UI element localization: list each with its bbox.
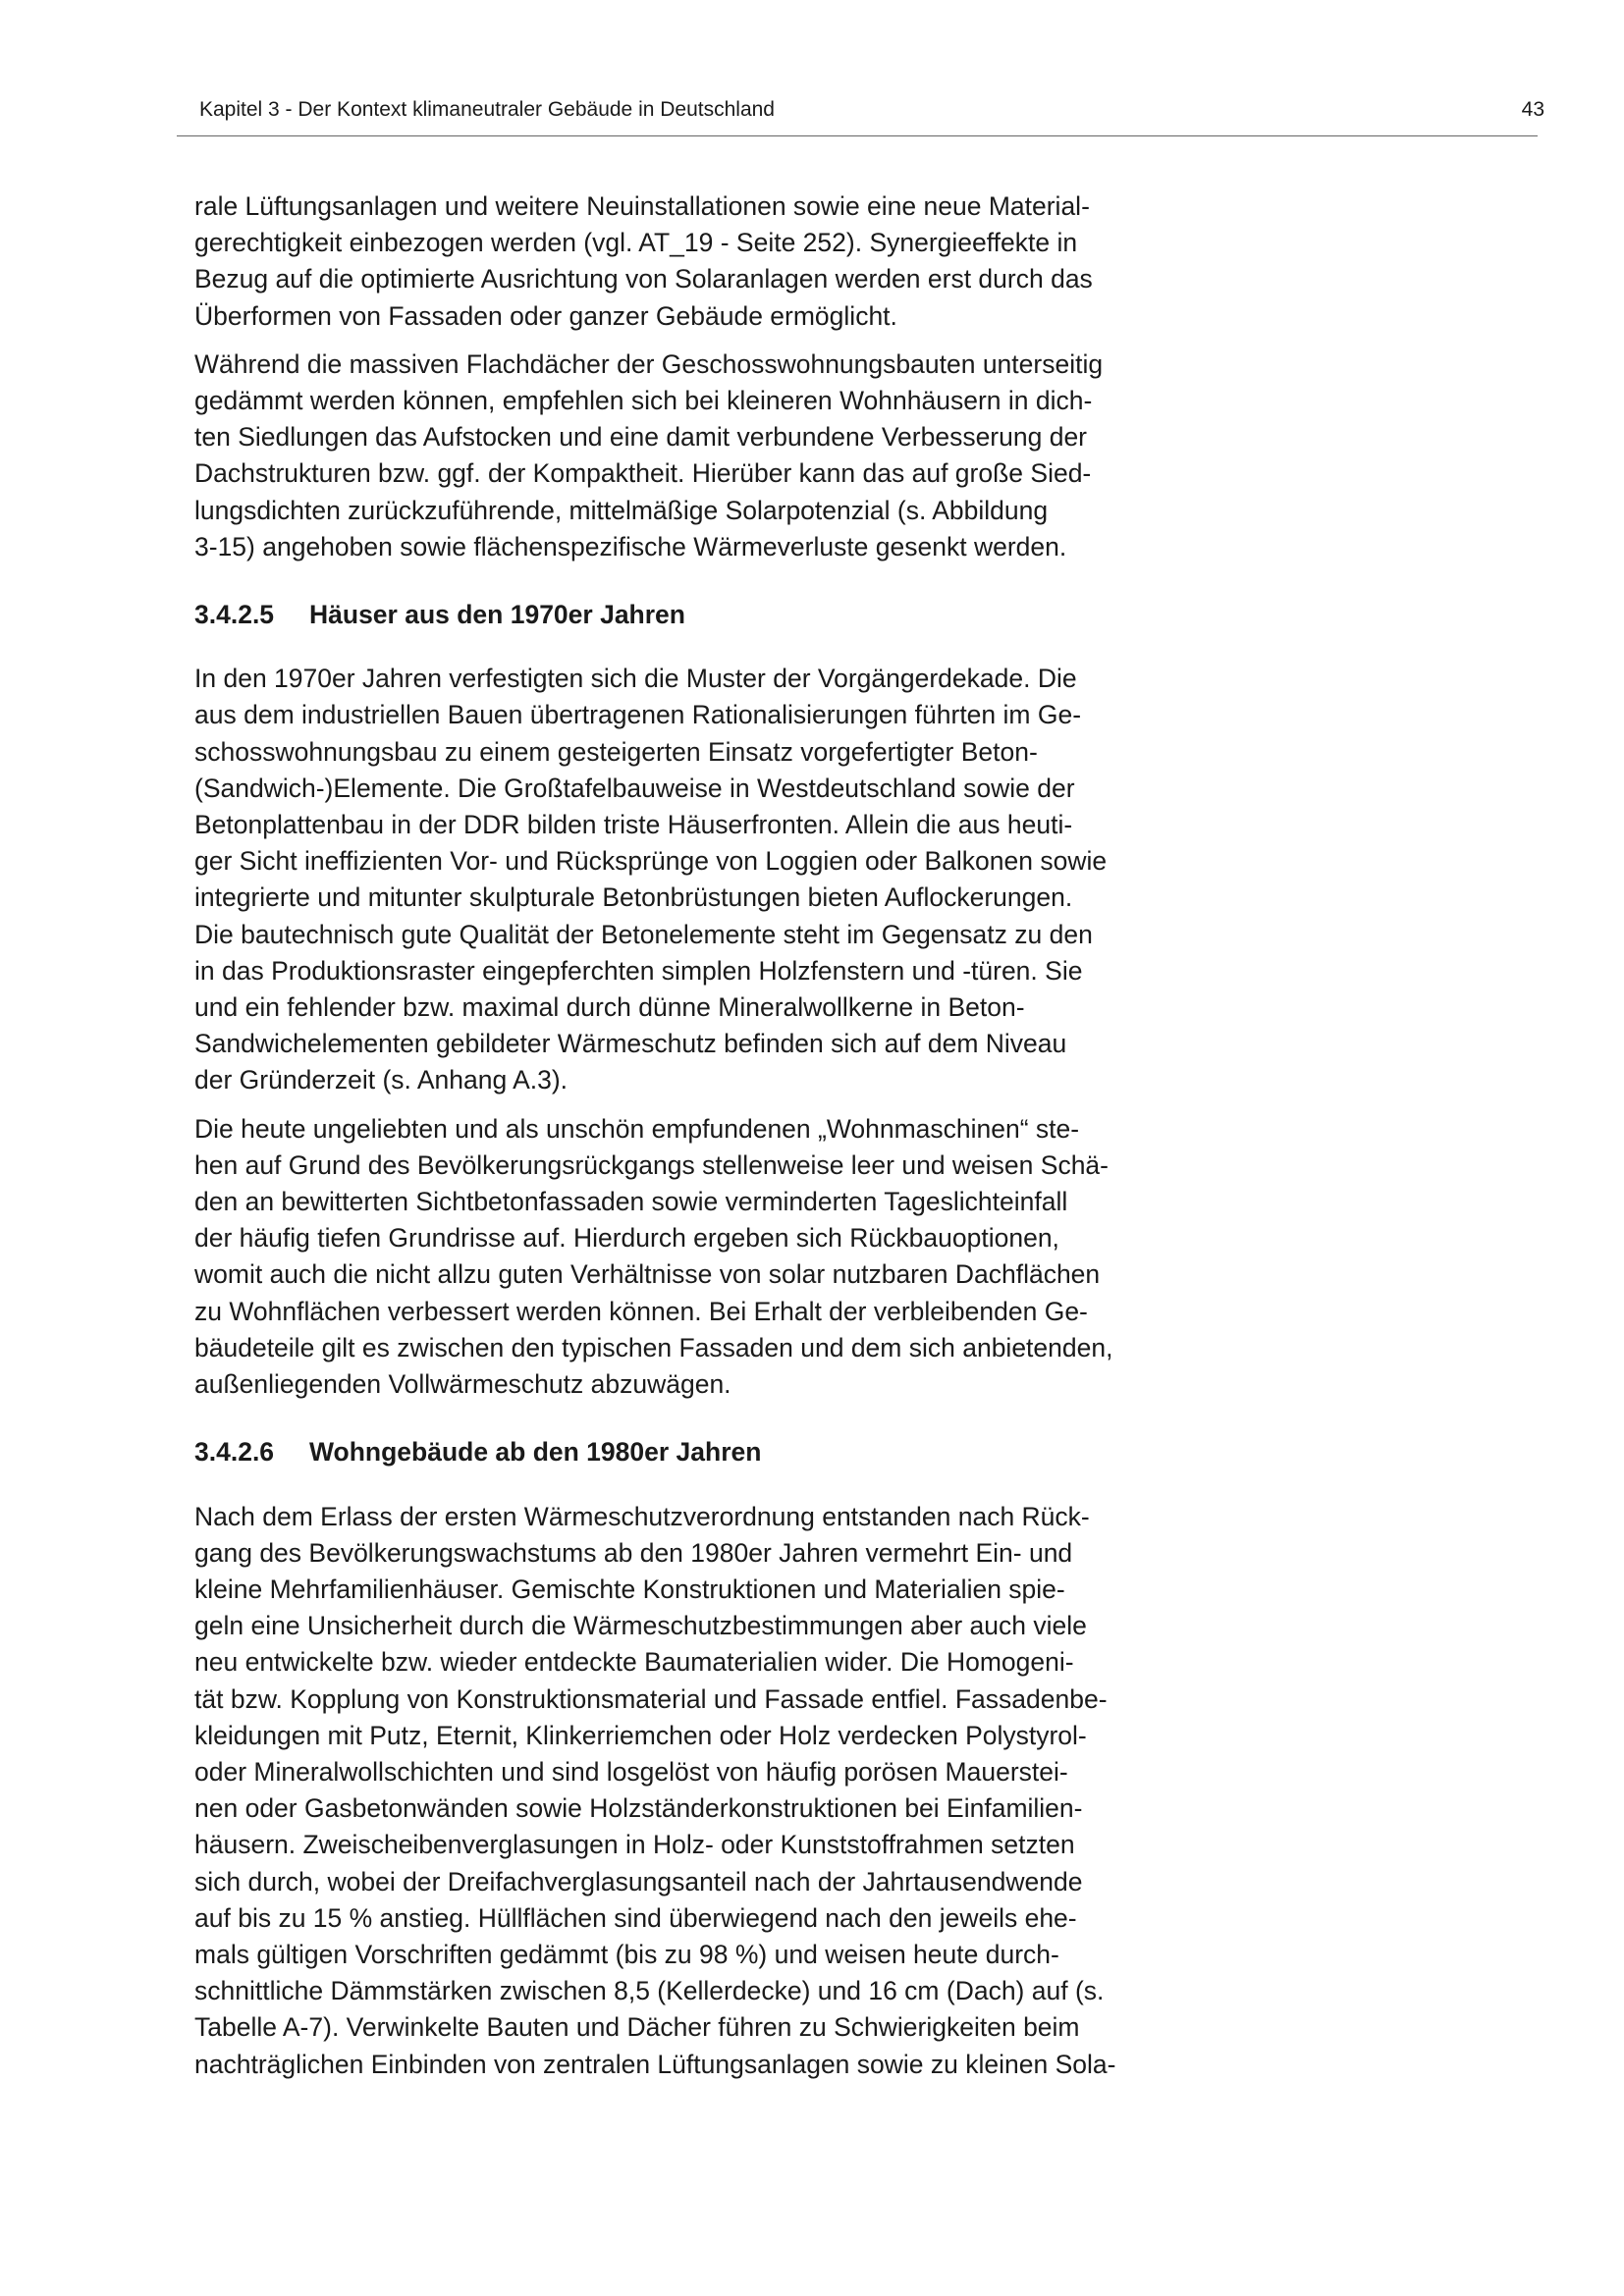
text-line: Tabelle A-7). Verwinkelte Bauten und Dächer führen zu Schwierigkeiten beim: [194, 2012, 1080, 2043]
text-line: Die bautechnisch gute Qualität der Betonelemente steht im Gegensatz zu den: [194, 919, 1093, 949]
text-line: zu Wohnflächen verbessert werden können. Bei Erhalt der verbleibenden Ge-: [194, 1296, 1088, 1326]
text-line: hen auf Grund des Bevölkerungsrückgangs stellenweise leer und weisen Schä-: [194, 1149, 1109, 1180]
text-line: mals gültigen Vorschriften gedämmt (bis zu 98 %) und weisen heute durch-: [194, 1939, 1059, 1969]
text-line: kleidungen mit Putz, Eternit, Klinkerriemchen oder Holz verdecken Polystyrol-: [194, 1720, 1087, 1750]
text-line: lungsdichten zurückzuführende, mittelmäßige Solarpotenzial (s. Abbildung: [194, 495, 1049, 525]
text-line: außenliegenden Vollwärmeschutz abzuwägen.: [194, 1369, 731, 1400]
text-line: schnittliche Dämmstärken zwischen 8,5 (Kellerdecke) und 16 cm (Dach) auf (s.: [194, 1976, 1105, 2006]
text-line: gang des Bevölkerungswachstums ab den 1980er Jahren vermehrt Ein- und: [194, 1537, 1073, 1568]
text-line: nen oder Gasbetonwänden sowie Holzständerkonstruktionen bei Einfamilien-: [194, 1793, 1083, 1824]
text-line: in das Produktionsraster eingepferchten simplen Holzfenstern und -türen. Sie: [194, 955, 1083, 986]
text-line: sich durch, wobei der Dreifachverglasungsanteil nach der Jahrtausendwende: [194, 1866, 1083, 1896]
paragraph-1970s-1: [194, 661, 1176, 1098]
text-line: gerechtigkeit einbezogen werden (vgl. AT_19 - Seite 252). Synergieeffekte in: [194, 228, 1078, 258]
text-line: Nach dem Erlass der ersten Wärmeschutzverordnung entstanden nach Rück-: [194, 1501, 1090, 1531]
text-line: Bezug auf die optimierte Ausrichtung von Solaranlagen werden erst durch das: [194, 264, 1093, 294]
section-heading-3-4-2-6: [194, 1434, 1176, 1470]
page-header: [199, 98, 1544, 128]
text-line: Die heute ungeliebten und als unschön empfundenen „Wohnmaschinen“ ste-: [194, 1113, 1080, 1144]
text-line: neu entwickelte bzw. wieder entdeckte Baumaterialien wider. Die Homogeni-: [194, 1647, 1074, 1678]
section-title: Häuser aus den 1970er Jahren: [309, 600, 685, 630]
header-divider: [177, 135, 1538, 136]
text-line: Sandwichelementen gebildeter Wärmeschutz befinden sich auf dem Niveau: [194, 1029, 1067, 1059]
section-heading-3-4-2-5: [194, 597, 1176, 633]
text-line: nachträglichen Einbinden von zentralen Lüftungsanlagen sowie zu kleinen Sola-: [194, 2049, 1116, 2079]
paragraph-intro-1: [194, 188, 1176, 335]
text-line: (Sandwich-)Elemente. Die Großtafelbauweise in Westdeutschland sowie der: [194, 773, 1075, 803]
text-line: womit auch die nicht allzu guten Verhältnisse von solar nutzbaren Dachflächen: [194, 1259, 1101, 1290]
text-line: 3-15) angehoben sowie flächenspezifische Wärmeverluste gesenkt werden.: [194, 531, 1067, 561]
text-line: den an bewitterten Sichtbetonfassaden sowie verminderten Tageslichteinfall: [194, 1187, 1068, 1217]
text-line: bäudeteile gilt es zwischen den typischen Fassaden und dem sich anbietenden,: [194, 1332, 1113, 1362]
text-line: In den 1970er Jahren verfestigten sich die Muster der Vorgängerdekade. Die: [194, 664, 1077, 694]
text-line: ger Sicht ineffizienten Vor- und Rücksprünge von Loggien oder Balkonen sowie: [194, 846, 1108, 877]
paragraph-1970s-2: [194, 1111, 1176, 1404]
text-line: häusern. Zweischeibenverglasungen in Holz- oder Kunststoffrahmen setzten: [194, 1830, 1075, 1860]
text-line: der Gründerzeit (s. Anhang A.3).: [194, 1065, 568, 1095]
section-number: 3.4.2.6: [194, 1437, 275, 1468]
text-line: gedämmt werden können, empfehlen sich bei kleineren Wohnhäusern in dich-: [194, 386, 1093, 416]
text-line: tät bzw. Kopplung von Konstruktionsmaterial und Fassade entfiel. Fassadenbe-: [194, 1683, 1108, 1714]
text-line: rale Lüftungsanlagen und weitere Neuinstallationen sowie eine neue Material-: [194, 191, 1090, 221]
text-line: Betonplattenbau in der DDR bilden triste Häuserfronten. Allein die aus heuti-: [194, 810, 1073, 840]
text-line: kleine Mehrfamilienhäuser. Gemischte Konstruktionen und Materialien spie-: [194, 1574, 1065, 1604]
text-line: integrierte und mitunter skulpturale Betonbrüstungen bieten Auflockerungen.: [194, 882, 1073, 913]
text-line: Dachstrukturen bzw. ggf. der Kompaktheit. Hierüber kann das auf große Sied-: [194, 458, 1092, 489]
running-head-title: Kapitel 3 - Der Kontext klimaneutraler Gebäude in Deutschland: [199, 98, 775, 121]
page-number: 43: [1521, 98, 1544, 121]
text-line: Während die massiven Flachdächer der Geschosswohnungsbauten unterseitig: [194, 348, 1104, 379]
paragraph-intro-2: [194, 347, 1176, 565]
text-line: oder Mineralwollschichten und sind losgelöst von häufig porösen Mauerstei-: [194, 1756, 1068, 1787]
text-line: und ein fehlender bzw. maximal durch dünne Mineralwollkerne in Beton-: [194, 992, 1025, 1023]
paragraph-1980s-1: [194, 1499, 1176, 2083]
text-line: geln eine Unsicherheit durch die Wärmeschutzbestimmungen aber auch viele: [194, 1611, 1087, 1641]
section-number: 3.4.2.5: [194, 600, 275, 630]
text-line: aus dem industriellen Bauen übertragenen Rationalisierungen führten im Ge-: [194, 700, 1082, 730]
text-line: der häufig tiefen Grundrisse auf. Hierdurch ergeben sich Rückbauoptionen,: [194, 1223, 1059, 1254]
text-line: Überformen von Fassaden oder ganzer Gebäude ermöglicht.: [194, 300, 897, 331]
text-line: ten Siedlungen das Aufstocken und eine damit verbundene Verbesserung der: [194, 422, 1088, 453]
text-line: schosswohnungsbau zu einem gesteigerten Einsatz vorgefertigter Beton-: [194, 736, 1038, 767]
page-body: [194, 188, 1176, 2083]
section-title: Wohngebäude ab den 1980er Jahren: [309, 1437, 762, 1468]
text-line: auf bis zu 15 % anstieg. Hüllflächen sind überwiegend nach den jeweils ehe-: [194, 1902, 1077, 1933]
